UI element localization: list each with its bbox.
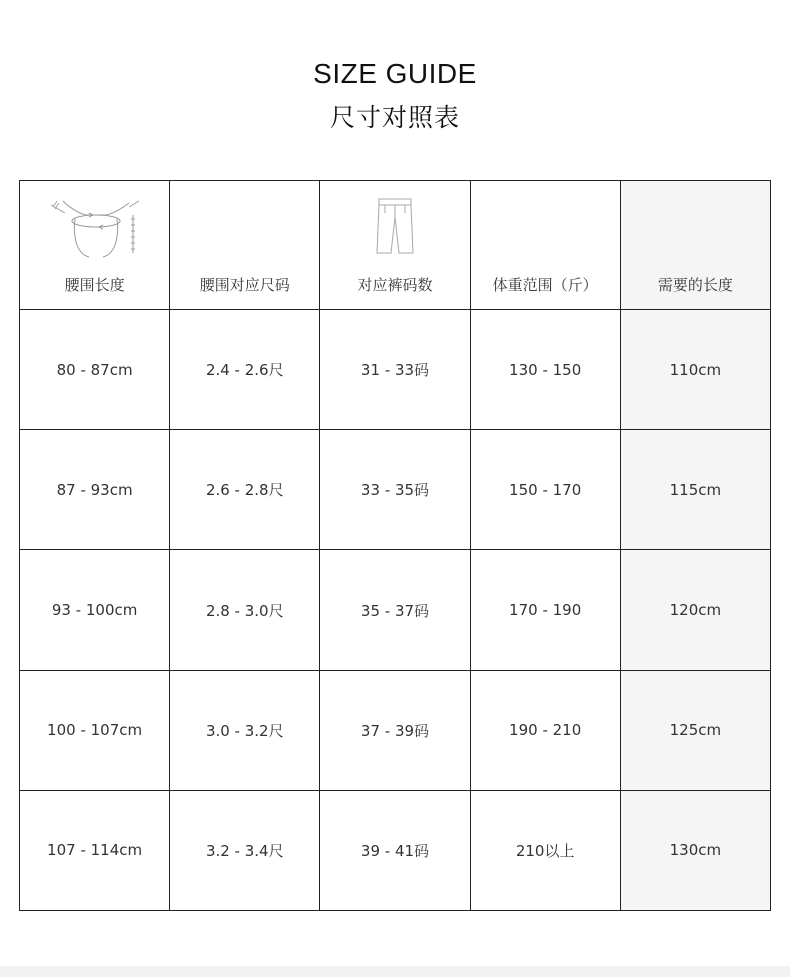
page-title-cn: 尺寸对照表	[329, 103, 460, 132]
cell-required-length: 115cm	[620, 430, 770, 550]
cell-waist-size: 2.6 - 2.8尺	[170, 430, 320, 550]
cell-weight-range: 210以上	[470, 790, 620, 910]
cell-pants-size: 39 - 41码	[320, 790, 470, 910]
cell-waist-size: 2.4 - 2.6尺	[170, 310, 320, 430]
cell-required-length: 120cm	[620, 550, 770, 670]
table-row	[20, 790, 771, 910]
cell-waist-size: 3.0 - 3.2尺	[170, 670, 320, 790]
footer-divider	[0, 966, 790, 977]
header-cell-waist-length	[20, 181, 170, 310]
cell-waist-length: 93 - 100cm	[20, 550, 170, 670]
header-label-required-length: 需要的长度	[657, 276, 733, 295]
table-header-row	[20, 181, 771, 310]
header-label-waist-size: 腰围对应尺码	[199, 276, 290, 295]
table-row	[20, 310, 771, 430]
table-row	[20, 670, 771, 790]
trousers-icon	[320, 193, 469, 263]
cell-required-length: 110cm	[620, 310, 770, 430]
header-label-pants-size: 对应裤码数	[357, 276, 433, 295]
header-label-weight-range: 体重范围（斤）	[492, 276, 598, 295]
header-cell-weight-range	[470, 181, 620, 310]
cell-weight-range: 190 - 210	[470, 670, 620, 790]
cell-waist-length: 87 - 93cm	[20, 430, 170, 550]
header-cell-pants-size	[320, 181, 470, 310]
cell-pants-size: 33 - 35码	[320, 430, 470, 550]
cell-waist-size: 2.8 - 3.0尺	[170, 550, 320, 670]
page-title-en: SIZE GUIDE	[313, 58, 477, 89]
header-cell-required-length	[620, 181, 770, 310]
cell-waist-length: 107 - 114cm	[20, 790, 170, 910]
cell-weight-range: 130 - 150	[470, 310, 620, 430]
header-label-waist-length: 腰围长度	[64, 276, 125, 295]
cell-weight-range: 150 - 170	[470, 430, 620, 550]
waist-measure-icon	[20, 193, 169, 263]
header-cell-waist-size	[170, 181, 320, 310]
cell-pants-size: 31 - 33码	[320, 310, 470, 430]
size-guide-table	[19, 180, 771, 911]
cell-waist-length: 100 - 107cm	[20, 670, 170, 790]
cell-pants-size: 37 - 39码	[320, 670, 470, 790]
table-row	[20, 430, 771, 550]
cell-required-length: 130cm	[620, 790, 770, 910]
cell-pants-size: 35 - 37码	[320, 550, 470, 670]
cell-waist-size: 3.2 - 3.4尺	[170, 790, 320, 910]
cell-required-length: 125cm	[620, 670, 770, 790]
cell-weight-range: 170 - 190	[470, 550, 620, 670]
cell-waist-length: 80 - 87cm	[20, 310, 170, 430]
table-row	[20, 550, 771, 670]
